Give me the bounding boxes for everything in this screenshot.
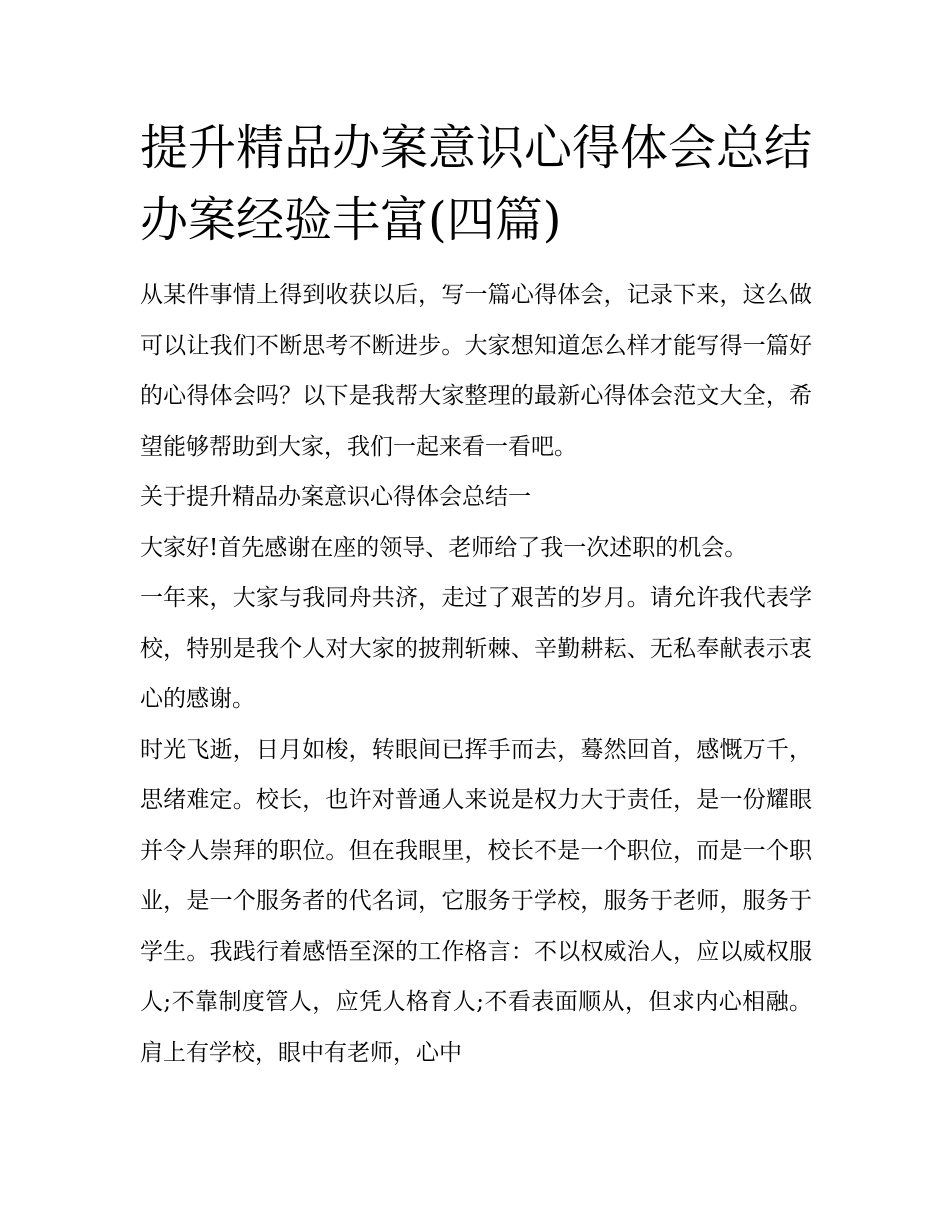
paragraph-intro: 从某件事情上得到收获以后，写一篇心得体会，记录下来，这么做可以让我们不断思考不断进步。大家想知道怎么样才能写得一篇好的心得体会吗？以下是我帮大家整理的最新心得体会范文大全，希望能够帮助到大家，我们一起来看一看吧。 [140,282,812,460]
paragraph-thanks: 一年来，大家与我同舟共济，走过了艰苦的岁月。请允许我代表学校，特别是我个人对大家的披荆斩棘、辛勤耕耘、无私奉献表示衷心的感谢。 [140,585,812,712]
document-body [140,112,812,1078]
document-title: 提升精品办案意识心得体会总结 办案经验丰富(四篇) [140,120,813,248]
paragraph-greeting: 大家好!首先感谢在座的领导、老师给了我一次述职的机会。 [140,534,748,561]
section-heading: 关于提升精品办案意识心得体会总结一 [140,484,531,510]
paragraph-reflection: 时光飞逝，日月如梭，转眼间已挥手而去，蓦然回首，感慨万千，思绪难定。校长，也许对普通人来说是权力大于责任，是一份耀眼并令人崇拜的职位。但在我眼里，校长不是一个职位，而是一个职业，是一个服务者的代名词，它服务于学校，服务于老师，服务于学生。我践行着感悟至深的工作格言：不以权威治人，应以威权服人;不靠制度管人，应凭人格育人;不看表面顺从，但求内心相融。肩上有学校，眼中有老师，心中 [140,736,812,1066]
